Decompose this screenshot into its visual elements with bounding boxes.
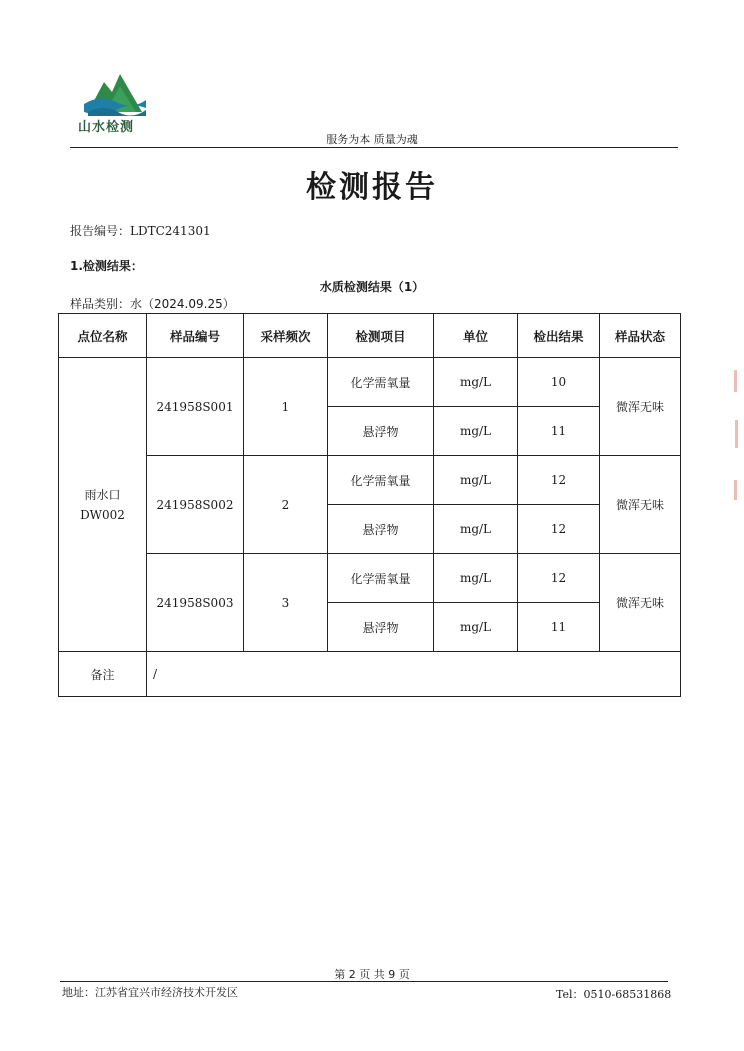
result-cell: 10 — [518, 358, 600, 407]
table-header-row — [59, 314, 681, 358]
stamp-mark — [730, 360, 742, 510]
item-cell: 悬浮物 — [328, 603, 434, 652]
page-number: 第 2 页 共 9 页 — [334, 968, 410, 981]
item-cell: 化学需氧量 — [328, 554, 434, 603]
report-number-value: LDTC241301 — [130, 224, 211, 238]
result-cell: 12 — [518, 554, 600, 603]
section-title: 1.检测结果： — [70, 259, 143, 273]
remark-row — [59, 652, 681, 697]
footer-address: 地址：江苏省宜兴市经济技术开发区 — [62, 986, 238, 999]
item-cell: 悬浮物 — [328, 407, 434, 456]
table-row — [59, 456, 681, 505]
footer-tel: Tel：0510-68531868 — [556, 988, 672, 1001]
frequency-cell: 3 — [244, 554, 328, 652]
result-cell: 12 — [518, 456, 600, 505]
state-cell: 微浑无味 — [600, 554, 681, 652]
unit-cell: mg/L — [434, 358, 518, 407]
unit-cell: mg/L — [434, 603, 518, 652]
frequency-cell: 2 — [244, 456, 328, 554]
report-title: 检测报告 — [306, 170, 438, 205]
table-row — [59, 554, 681, 603]
header-state: 样品状态 — [600, 314, 681, 358]
table-row — [59, 358, 681, 407]
unit-cell: mg/L — [434, 456, 518, 505]
sample-no-cell: 241958S002 — [147, 456, 244, 554]
footer-divider — [60, 981, 668, 982]
unit-cell: mg/L — [434, 505, 518, 554]
report-number — [70, 222, 211, 239]
sample-no-cell: 241958S001 — [147, 358, 244, 456]
unit-cell: mg/L — [434, 554, 518, 603]
remark-value: / — [147, 652, 681, 697]
item-cell: 化学需氧量 — [328, 456, 434, 505]
header-divider — [70, 147, 678, 148]
header-unit: 单位 — [434, 314, 518, 358]
location-name: 雨水口 — [84, 487, 121, 502]
header-slogan: 服务为本 质量为魂 — [326, 133, 418, 146]
item-cell: 化学需氧量 — [328, 358, 434, 407]
header-sample-no: 样品编号 — [147, 314, 244, 358]
item-cell: 悬浮物 — [328, 505, 434, 554]
location-cell — [59, 358, 147, 652]
unit-cell: mg/L — [434, 407, 518, 456]
frequency-cell: 1 — [244, 358, 328, 456]
location-code: DW002 — [80, 507, 125, 522]
results-table — [58, 313, 681, 697]
result-cell: 11 — [518, 603, 600, 652]
logo-text: 山水检测 — [78, 120, 135, 135]
result-cell: 11 — [518, 407, 600, 456]
state-cell: 微浑无味 — [600, 456, 681, 554]
header-result: 检出结果 — [518, 314, 600, 358]
header-frequency: 采样频次 — [244, 314, 328, 358]
sample-category: 样品类别：水（2024.09.25） — [70, 297, 235, 311]
remark-label: 备注 — [59, 652, 147, 697]
sample-no-cell: 241958S003 — [147, 554, 244, 652]
state-cell: 微浑无味 — [600, 358, 681, 456]
report-number-label: 报告编号： — [70, 224, 131, 238]
result-cell: 12 — [518, 505, 600, 554]
header-item: 检测项目 — [328, 314, 434, 358]
header-location: 点位名称 — [59, 314, 147, 358]
table-caption: 水质检测结果（1） — [319, 280, 425, 294]
